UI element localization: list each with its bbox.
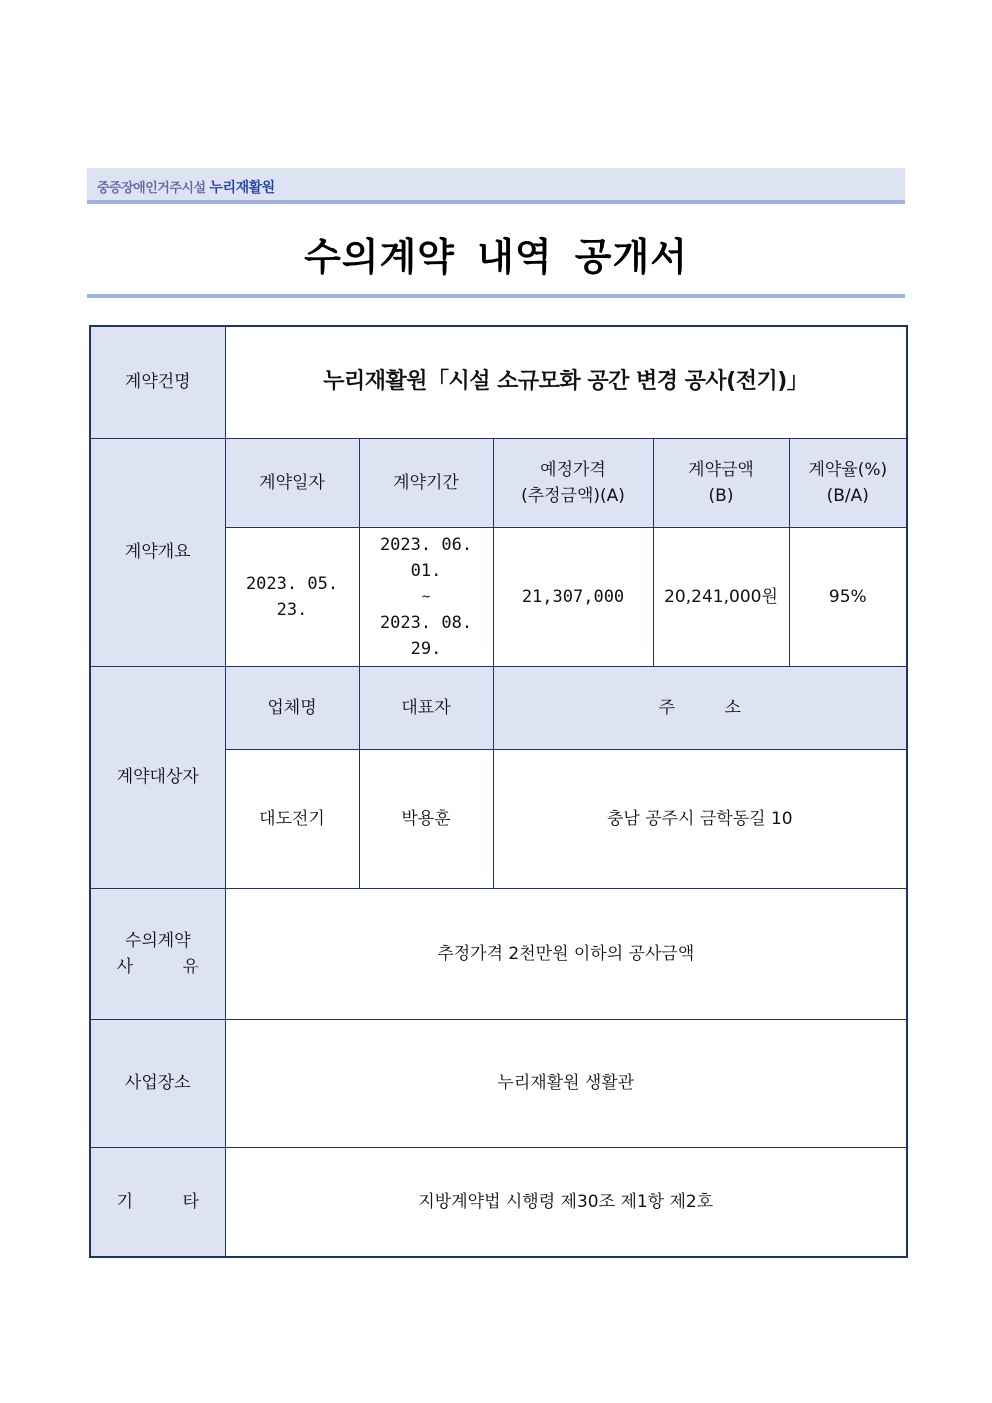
representative-value: 박용훈 [359, 749, 493, 888]
etc-label [90, 1147, 225, 1257]
header-address-text: 주 소 [658, 697, 763, 718]
row-reason [90, 888, 907, 1019]
header-band [87, 168, 905, 204]
organization-name: 누리재활원 [209, 180, 275, 196]
address-value: 충남 공주시 금학동길 10 [493, 749, 907, 888]
header-contract-date: 계약일자 [225, 438, 359, 527]
contract-period-start: 2023. 06. 01. [379, 534, 473, 581]
overview-label: 계약개요 [90, 438, 225, 666]
contract-name-text: 누리재활원「시설 소규모화 공간 변경 공사(전기)」 [323, 368, 809, 394]
header-company-name: 업체명 [225, 666, 359, 749]
header-representative: 대표자 [359, 666, 493, 749]
row-contract-name [90, 326, 907, 438]
reason-label-line2: 사 유 [116, 956, 221, 977]
organization-label [97, 177, 275, 197]
contract-disclosure-table [89, 325, 908, 1258]
contract-date-value: 2023. 05. 23. [225, 527, 359, 666]
counterparty-label: 계약대상자 [90, 666, 225, 888]
row-location [90, 1019, 907, 1147]
location-label: 사업장소 [90, 1019, 225, 1147]
estimated-price-value: 21,307,000 [493, 527, 653, 666]
location-value: 누리재활원 생활관 [225, 1019, 907, 1147]
row-overview-headers [90, 438, 907, 527]
header-contract-period: 계약기간 [359, 438, 493, 527]
title-divider [87, 294, 905, 298]
contract-amount-value: 20,241,000원 [653, 527, 789, 666]
company-name-value: 대도전기 [225, 749, 359, 888]
header-contract-amount [653, 438, 789, 527]
contract-period-end: 2023. 08. 29. [379, 612, 473, 659]
etc-value: 지방계약법 시행령 제30조 제1항 제2호 [225, 1147, 907, 1257]
contract-name-value [225, 326, 907, 438]
row-etc [90, 1147, 907, 1257]
reason-label [90, 888, 225, 1019]
document-title: 수의계약 내역 공개서 [304, 235, 688, 279]
organization-prefix: 중증장애인거주시설 [97, 181, 206, 196]
row-counterparty-headers [90, 666, 907, 749]
header-contract-rate [789, 438, 907, 527]
header-address [493, 666, 907, 749]
header-estimated-price-line1: 예정가격 [540, 459, 606, 480]
contract-rate-value: 95% [789, 527, 907, 666]
header-contract-amount-line1: 계약금액 [688, 459, 754, 480]
header-contract-rate-line2: (B/A) [826, 485, 869, 506]
header-contract-rate-line1: 계약율(%) [808, 459, 888, 480]
header-estimated-price [493, 438, 653, 527]
contract-period-value [359, 527, 493, 666]
contract-name-label: 계약건명 [90, 326, 225, 438]
reason-value: 추정가격 2천만원 이하의 공사금액 [225, 888, 907, 1019]
header-estimated-price-line2: (추정금액)(A) [521, 485, 625, 506]
etc-label-text: 기 타 [116, 1191, 221, 1212]
contract-period-separator: ~ [421, 588, 431, 605]
header-contract-amount-line2: (B) [708, 485, 734, 506]
reason-label-line1: 수의계약 [124, 930, 191, 951]
